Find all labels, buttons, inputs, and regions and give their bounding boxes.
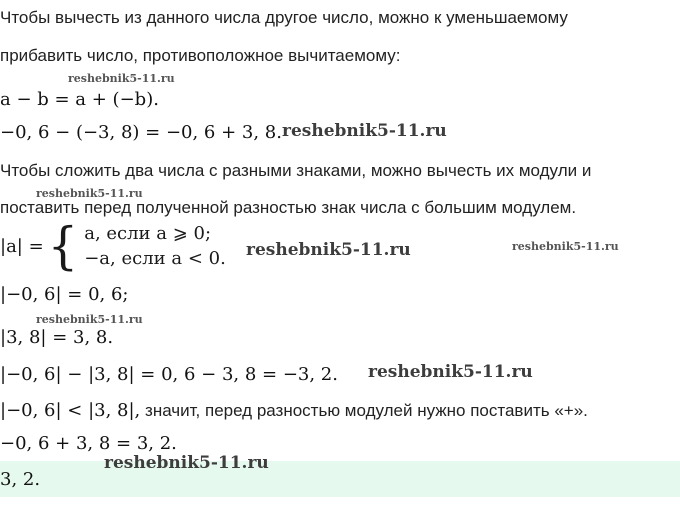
abs-cases <box>84 223 226 269</box>
abs-case-2: −a, если a < 0. <box>84 248 226 269</box>
answer-highlight <box>0 461 680 497</box>
comparison-line <box>0 400 588 421</box>
watermark: reshebnik5-11.ru <box>246 240 411 260</box>
watermark: reshebnik5-11.ru <box>104 453 269 473</box>
watermark: reshebnik5-11.ru <box>282 121 447 141</box>
paragraph2-line2: поставить перед полученной разностью знак числа с большим модулем. <box>0 198 577 217</box>
abs-example-1: |−0, 6| = 0, 6; <box>0 284 129 305</box>
watermark: reshebnik5-11.ru <box>68 72 175 85</box>
sum-line: −0, 6 + 3, 8 = 3, 2. <box>0 433 177 454</box>
watermark: reshebnik5-11.ru <box>512 240 619 253</box>
curly-brace-icon: { <box>47 216 79 276</box>
watermark: reshebnik5-11.ru <box>36 187 143 200</box>
paragraph1-line2: прибавить число, противоположное вычитаемому: <box>0 46 401 65</box>
formula-example: −0, 6 − (−3, 8) = −0, 6 + 3, 8. <box>0 122 282 143</box>
comparison-text: значит, перед разностью модулей нужно поставить «+». <box>140 401 588 420</box>
modulus-difference: |−0, 6| − |3, 8| = 0, 6 − 3, 8 = −3, 2. <box>0 364 338 385</box>
watermark: reshebnik5-11.ru <box>368 362 533 382</box>
abs-definition <box>0 216 226 276</box>
abs-case-1: a, если a ⩾ 0; <box>84 223 212 244</box>
comparison-math: |−0, 6| < |3, 8|, <box>0 400 141 421</box>
watermark: reshebnik5-11.ru <box>36 313 143 326</box>
abs-example-2: |3, 8| = 3, 8. <box>0 327 114 348</box>
paragraph1-line1: Чтобы вычесть из данного числа другое число, можно к уменьшаемому <box>0 8 568 27</box>
abs-definition-left: |a| = <box>0 235 44 257</box>
answer: 3, 2. <box>0 469 41 490</box>
paragraph2-line1: Чтобы сложить два числа с разными знаками, можно вычесть их модули и <box>0 161 592 180</box>
formula-rule: a − b = a + (−b). <box>0 89 159 110</box>
